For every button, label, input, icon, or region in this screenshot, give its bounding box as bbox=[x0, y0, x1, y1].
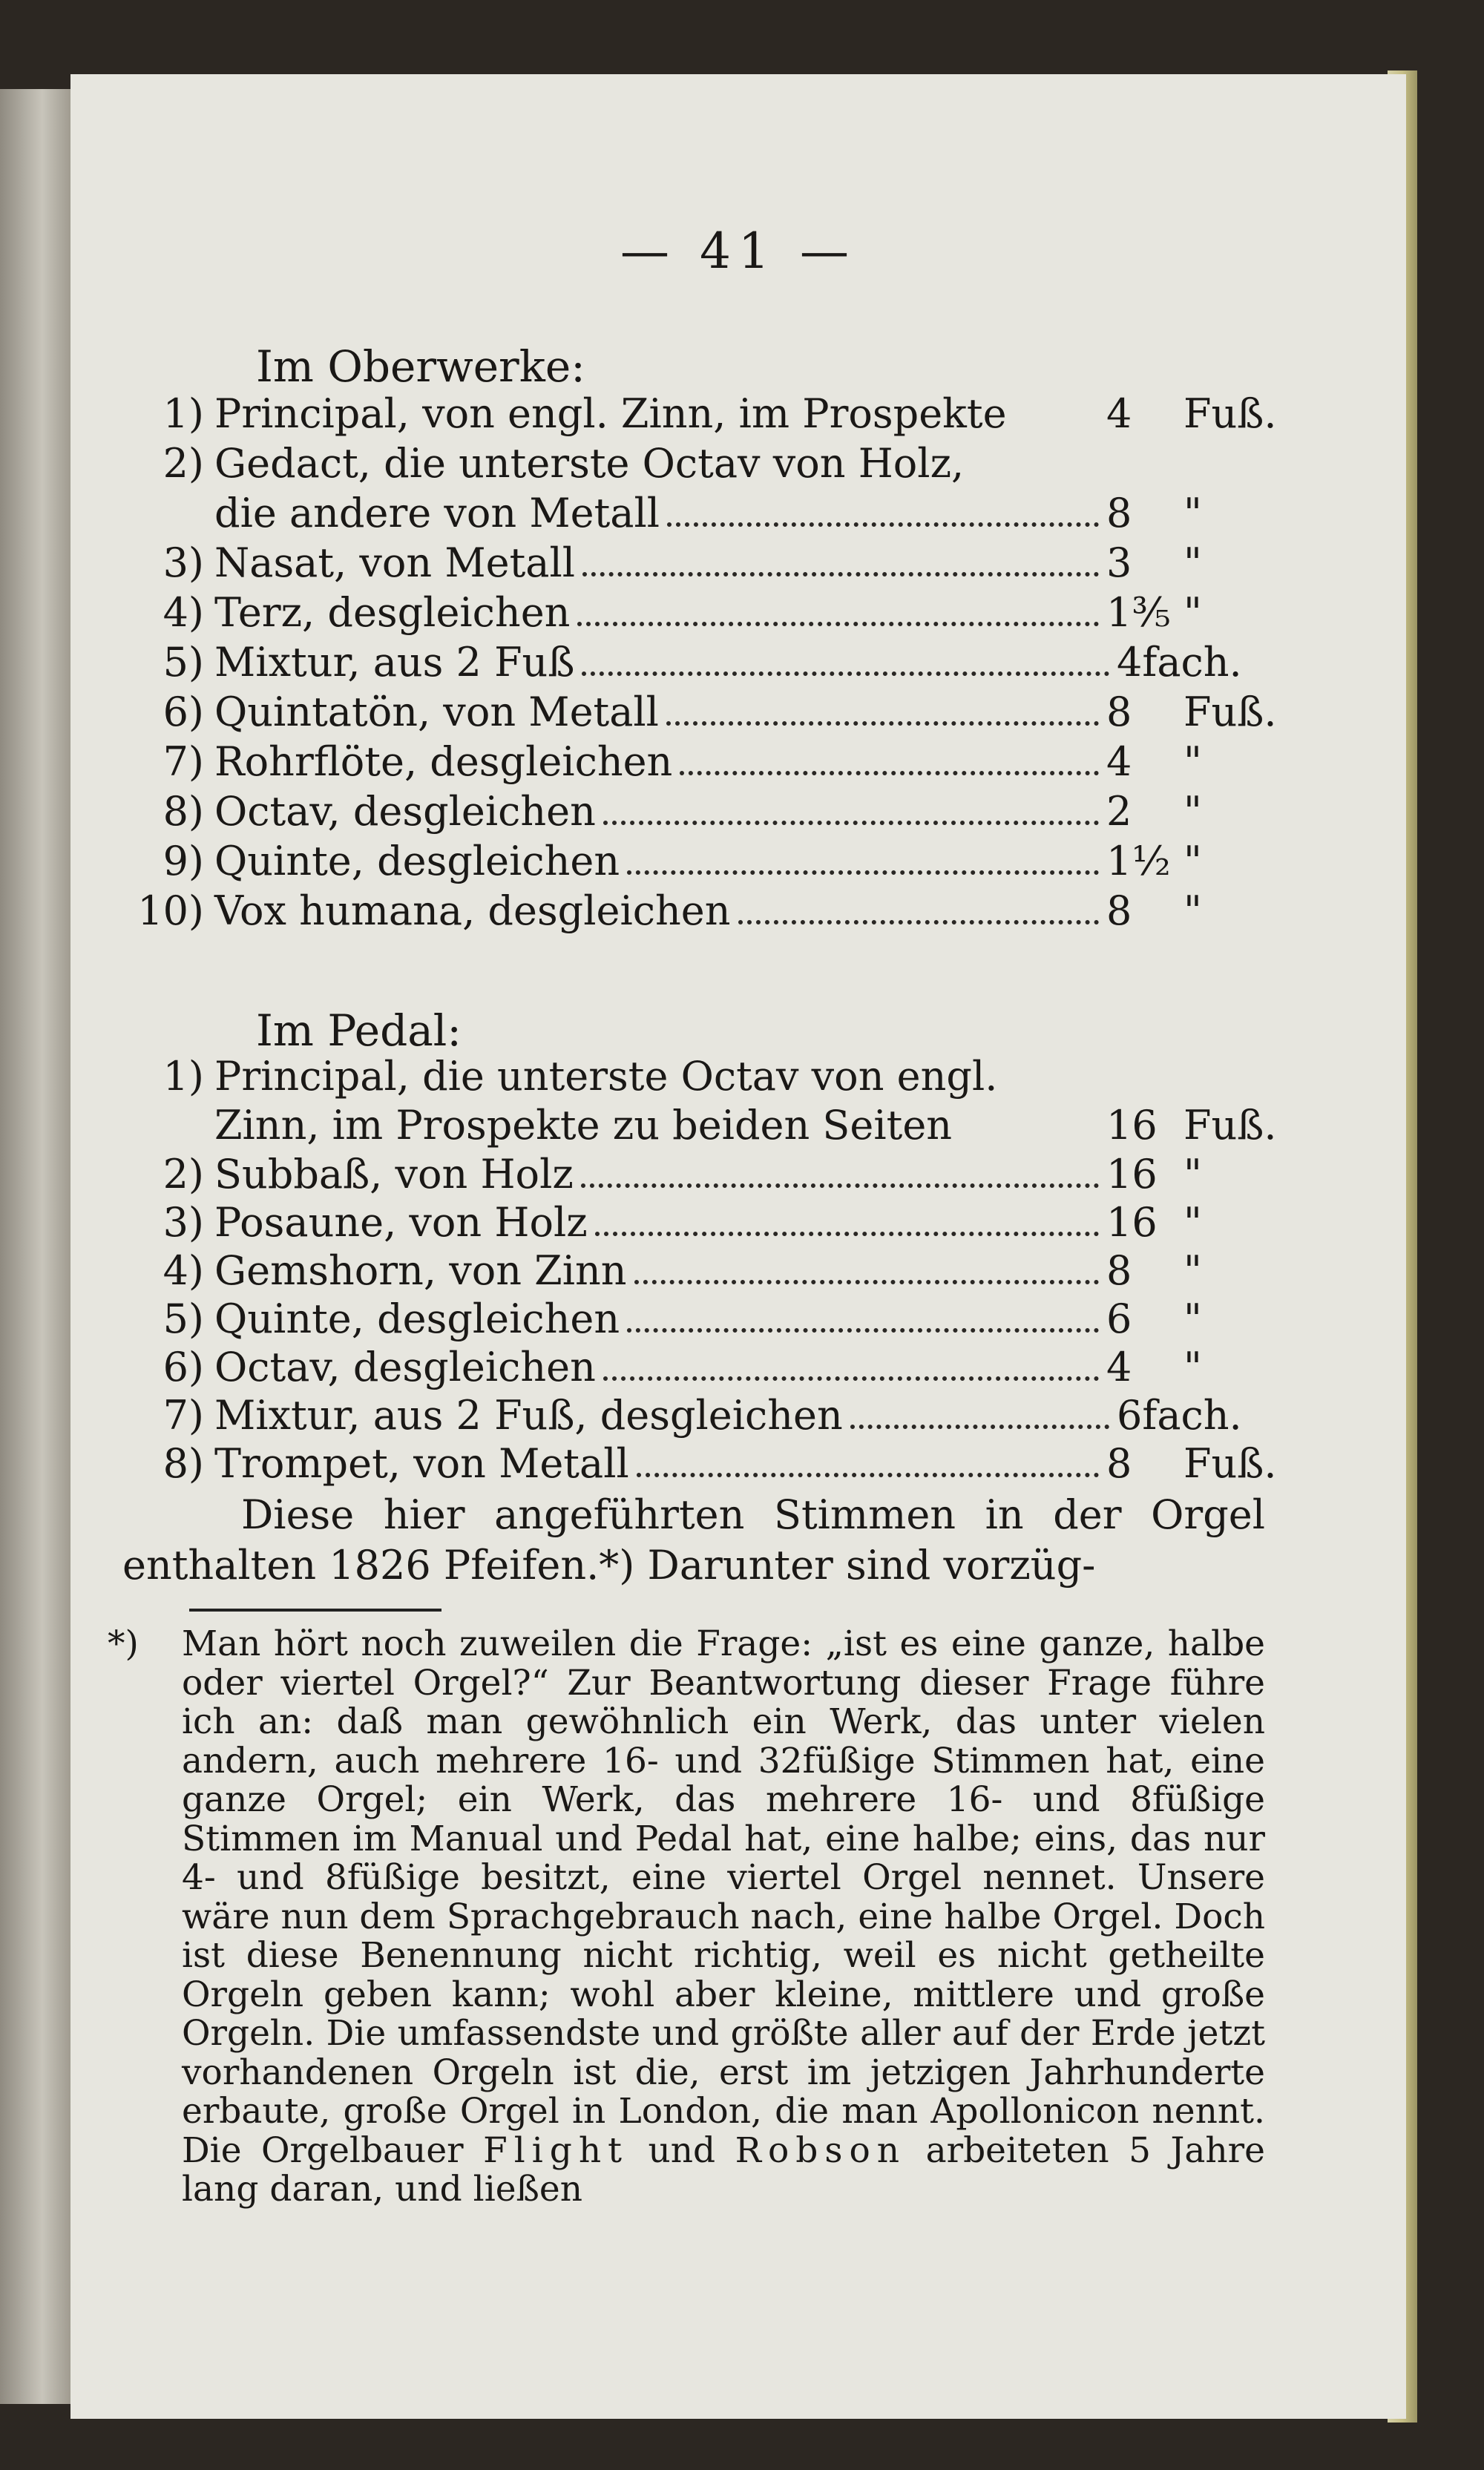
pedal-stop-row bbox=[115, 1295, 1265, 1344]
stop-description: Quinte, desgleichen bbox=[214, 838, 620, 884]
stop-description: Gemshorn, von Zinn bbox=[214, 1247, 627, 1294]
dot-leader bbox=[595, 1232, 1099, 1236]
stop-number: 10) bbox=[137, 887, 204, 934]
stop-description: Gedact, die unterste Octav von Holz, bbox=[214, 440, 965, 487]
stop-number: 7) bbox=[162, 1392, 204, 1439]
stop-number: 9) bbox=[162, 838, 204, 884]
stop-unit: Fuß. bbox=[1183, 390, 1277, 437]
dot-leader bbox=[667, 522, 1099, 527]
dot-leader bbox=[627, 1328, 1099, 1333]
stop-description: Principal, von engl. Zinn, im Prospekte bbox=[214, 390, 1007, 437]
stop-number: 6) bbox=[162, 689, 204, 735]
footnote-text-mid: und bbox=[648, 2129, 716, 2171]
stop-number: 4) bbox=[162, 589, 204, 636]
stop-description: die andere von Metall bbox=[214, 490, 660, 536]
footnote-name-robson: Robson bbox=[735, 2129, 907, 2171]
stop-unit: " bbox=[1183, 738, 1202, 785]
pedal-heading: Im Pedal: bbox=[256, 1005, 462, 1056]
oberwerk-stop-row bbox=[115, 439, 1265, 488]
oberwerk-heading: Im Oberwerke: bbox=[256, 341, 585, 392]
stop-number: 8) bbox=[162, 1440, 204, 1487]
stop-description: Zinn, im Prospekte zu beiden Seiten bbox=[214, 1102, 953, 1149]
stop-unit: " bbox=[1183, 1247, 1202, 1294]
dot-leader bbox=[738, 920, 1100, 924]
stop-description: Rohrflöte, desgleichen bbox=[214, 738, 673, 785]
stop-size: 8 bbox=[1106, 490, 1132, 536]
stop-unit: " bbox=[1183, 788, 1202, 835]
stop-unit: " bbox=[1183, 589, 1202, 636]
oberwerk-stop-row bbox=[115, 638, 1265, 687]
stop-unit: Fuß. bbox=[1183, 689, 1277, 735]
stop-number: 3) bbox=[162, 539, 204, 586]
stop-number: 1) bbox=[162, 390, 204, 437]
pedal-stop-row bbox=[115, 1150, 1265, 1199]
dot-leader bbox=[603, 821, 1099, 825]
stop-description: Mixtur, aus 2 Fuß, desgleichen bbox=[214, 1392, 843, 1439]
stop-size: 3 bbox=[1106, 539, 1132, 586]
stop-number: 1) bbox=[162, 1053, 204, 1100]
stop-size: 8 bbox=[1106, 1440, 1132, 1487]
oberwerk-stop-row bbox=[115, 539, 1265, 588]
stop-size: 4 bbox=[1106, 738, 1132, 785]
stop-description: Posaune, von Holz bbox=[214, 1199, 588, 1246]
stop-unit: " bbox=[1183, 1344, 1202, 1390]
oberwerk-stop-row bbox=[115, 738, 1265, 786]
stop-unit: " bbox=[1183, 838, 1202, 884]
stop-size: 6 bbox=[1106, 1295, 1132, 1342]
stop-description: Mixtur, aus 2 Fuß bbox=[214, 639, 575, 686]
stop-description: Trompet, von Metall bbox=[214, 1440, 629, 1487]
stop-unit: " bbox=[1183, 1295, 1202, 1342]
stop-description: Principal, die unterste Octav von engl. bbox=[214, 1053, 998, 1100]
stop-description: Octav, desgleichen bbox=[214, 1344, 596, 1390]
footnote-mark: *) bbox=[108, 1623, 139, 1664]
oberwerk-stop-row bbox=[115, 588, 1265, 637]
stop-number: 2) bbox=[162, 1151, 204, 1198]
dot-leader bbox=[582, 572, 1099, 577]
pedal-stop-row bbox=[115, 1391, 1265, 1440]
dot-leader bbox=[603, 1376, 1099, 1381]
stop-unit: Fuß. bbox=[1183, 1102, 1277, 1149]
facing-page-edge bbox=[0, 89, 70, 2404]
stop-description: Subbaß, von Holz bbox=[214, 1151, 574, 1198]
dot-leader bbox=[666, 721, 1099, 726]
stop-description: Nasat, von Metall bbox=[214, 539, 576, 586]
stop-size: 8 bbox=[1106, 1247, 1132, 1294]
stop-size: 16 bbox=[1106, 1151, 1158, 1198]
stop-description: Vox humana, desgleichen bbox=[214, 887, 731, 934]
stop-description: Terz, desgleichen bbox=[214, 589, 571, 636]
stop-size: 8 bbox=[1106, 887, 1132, 934]
stop-size: 1½ bbox=[1106, 838, 1171, 884]
stop-number: 6) bbox=[162, 1344, 204, 1390]
stop-unit: " bbox=[1183, 1151, 1202, 1198]
footnote-name-flight: Flight bbox=[483, 2129, 629, 2171]
dot-leader bbox=[680, 771, 1099, 775]
footnote-text-end: arbeiteten 5 Jahre lang daran, und ließen bbox=[182, 2129, 1265, 2210]
stop-description: Quintatön, von Metall bbox=[214, 689, 659, 735]
oberwerk-stop-row bbox=[115, 489, 1265, 538]
stop-size: 4 bbox=[1106, 1344, 1132, 1390]
pedal-stop-row bbox=[115, 1439, 1277, 1488]
stop-size: 2 bbox=[1106, 788, 1132, 835]
stop-description: Octav, desgleichen bbox=[214, 788, 596, 835]
stop-number: 5) bbox=[162, 639, 204, 686]
dot-leader bbox=[637, 1473, 1099, 1477]
footnote bbox=[108, 1623, 1265, 2210]
stop-size: 16 bbox=[1106, 1199, 1158, 1246]
footnote-rule bbox=[189, 1609, 441, 1612]
pedal-stop-row bbox=[115, 1247, 1265, 1295]
dot-leader bbox=[850, 1425, 1109, 1429]
stop-description: Quinte, desgleichen bbox=[214, 1295, 620, 1342]
pedal-stop-1-continued bbox=[115, 1101, 1277, 1150]
dot-leader bbox=[627, 870, 1099, 875]
page-number: — 41 — bbox=[620, 223, 856, 280]
pedal-stop-row bbox=[115, 1343, 1265, 1392]
stop-size: 1⅗ bbox=[1106, 589, 1171, 636]
stop-number: 5) bbox=[162, 1295, 204, 1342]
stop-unit: " bbox=[1183, 539, 1202, 586]
stop-unit: " bbox=[1183, 887, 1202, 934]
dot-leader bbox=[634, 1280, 1099, 1284]
oberwerk-stop-row bbox=[115, 390, 1277, 439]
stop-size: 6fach. bbox=[1117, 1392, 1242, 1439]
oberwerk-stop-row bbox=[115, 787, 1265, 836]
oberwerk-stop-row bbox=[115, 837, 1265, 886]
stop-number: 7) bbox=[162, 738, 204, 785]
stop-number: 8) bbox=[162, 788, 204, 835]
dot-leader bbox=[577, 622, 1099, 626]
pedal-stop-row bbox=[115, 1198, 1265, 1247]
stop-number: 2) bbox=[162, 440, 204, 487]
stop-size: 16 bbox=[1106, 1102, 1158, 1149]
oberwerk-stop-row bbox=[115, 887, 1265, 936]
stop-size: 4fach. bbox=[1117, 639, 1242, 686]
stop-unit: " bbox=[1183, 490, 1202, 536]
dot-leader bbox=[582, 671, 1109, 676]
pedal-stop-1 bbox=[115, 1052, 1265, 1101]
stop-unit: " bbox=[1183, 1199, 1202, 1246]
stop-unit: Fuß. bbox=[1183, 1440, 1277, 1487]
dot-leader bbox=[581, 1183, 1099, 1188]
stop-number: 3) bbox=[162, 1199, 204, 1246]
body-paragraph: Diese hier angeführten Stimmen in der Orgel enthalten 1826 Pfeifen.*) Darunter sind vorzüg- bbox=[122, 1491, 1265, 1589]
stop-size: 4 bbox=[1106, 390, 1132, 437]
book-page bbox=[70, 74, 1406, 2419]
oberwerk-stop-row bbox=[115, 688, 1277, 737]
stop-number: 4) bbox=[162, 1247, 204, 1294]
footnote-text: Man hört noch zuweilen die Frage: „ist es eine ganze, halbe oder viertel Orgel?“ Zur Beantwortung dieser Frage führe ich an: daß man gewöhnlich ein Werk, das unter vielen andern, auch mehrere 16- und 32füßige Stimmen hat, eine ganze Orgel; ein Werk, das mehrere 16- und 8füßige Stimmen im Manual und Pedal hat, eine halbe; eins, das nur 4- und 8füßige besitzt, eine viertel Orgel nennet. Unsere wäre nun dem Sprachgebrauch nach, eine halbe Orgel. Doch ist diese Benennung nicht richtig, weil es nicht getheilte Orgeln geben kann; wohl aber kleine, mittlere und große Orgeln. Die umfassendste und größte aller auf der Erde jetzt vorhandenen Orgeln ist die, erst im jetzigen Jahrhunderte erbaute, große Orgel in London, die man Apollonicon nennt. Die Orgelbauer bbox=[182, 1623, 1265, 2171]
stop-size: 8 bbox=[1106, 689, 1132, 735]
